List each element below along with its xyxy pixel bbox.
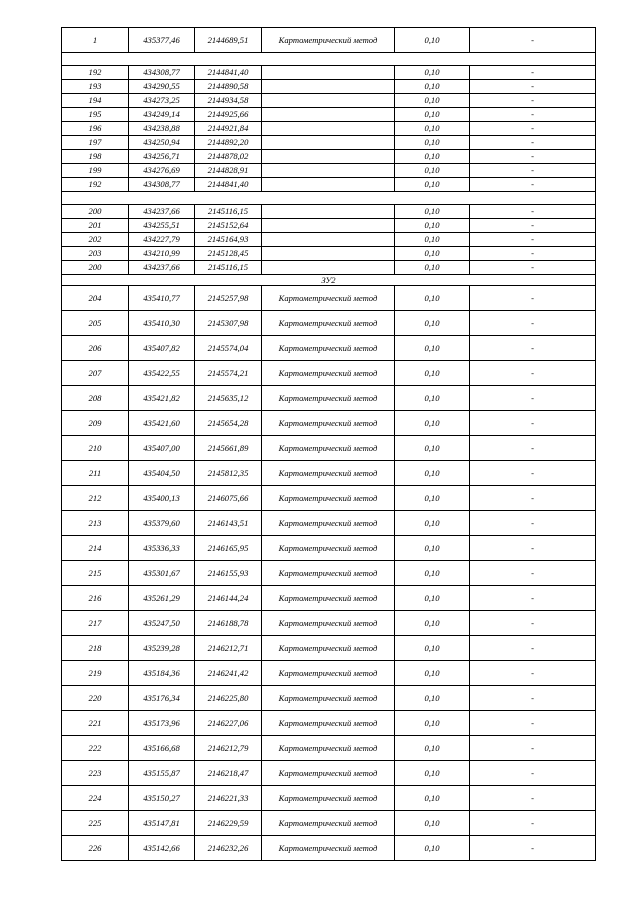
method-cell: Картометрический метод [262, 711, 395, 736]
description-cell: - [470, 261, 596, 275]
accuracy-cell: 0,10 [395, 536, 470, 561]
accuracy-cell: 0,10 [395, 80, 470, 94]
x-coordinate-cell: 435336,33 [129, 536, 195, 561]
accuracy-cell: 0,10 [395, 811, 470, 836]
accuracy-cell: 0,10 [395, 486, 470, 511]
description-cell: - [470, 686, 596, 711]
table-row [62, 511, 596, 536]
y-coordinate-cell: 2146241,42 [195, 661, 262, 686]
method-cell: Картометрический метод [262, 786, 395, 811]
y-coordinate-cell: 2145574,21 [195, 361, 262, 386]
y-coordinate-cell: 2144921,84 [195, 122, 262, 136]
y-coordinate-cell: 2146188,78 [195, 611, 262, 636]
table-row [62, 436, 596, 461]
table-row [62, 261, 596, 275]
method-cell [262, 219, 395, 233]
y-coordinate-cell: 2144841,40 [195, 178, 262, 192]
table-row [62, 586, 596, 611]
point-number-cell: 209 [62, 411, 129, 436]
method-cell: Картометрический метод [262, 636, 395, 661]
accuracy-cell: 0,10 [395, 136, 470, 150]
accuracy-cell: 0,10 [395, 611, 470, 636]
method-cell [262, 261, 395, 275]
table-row [62, 561, 596, 586]
description-cell: - [470, 80, 596, 94]
y-coordinate-cell: 2145654,28 [195, 411, 262, 436]
x-coordinate-cell: 435421,60 [129, 411, 195, 436]
description-cell: - [470, 461, 596, 486]
coordinates-table-body [62, 28, 596, 861]
method-cell [262, 233, 395, 247]
accuracy-cell: 0,10 [395, 511, 470, 536]
separator-row [62, 53, 596, 66]
description-cell: - [470, 711, 596, 736]
point-number-cell: 196 [62, 122, 129, 136]
description-cell: - [470, 164, 596, 178]
x-coordinate-cell: 434237,66 [129, 205, 195, 219]
x-coordinate-cell: 435247,50 [129, 611, 195, 636]
x-coordinate-cell: 435400,13 [129, 486, 195, 511]
table-row [62, 80, 596, 94]
x-coordinate-cell: 434250,94 [129, 136, 195, 150]
description-cell: - [470, 150, 596, 164]
method-cell: Картометрический метод [262, 436, 395, 461]
method-cell [262, 66, 395, 80]
x-coordinate-cell: 435142,66 [129, 836, 195, 861]
accuracy-cell: 0,10 [395, 711, 470, 736]
x-coordinate-cell: 435150,27 [129, 786, 195, 811]
x-coordinate-cell: 435377,46 [129, 28, 195, 53]
point-number-cell: 204 [62, 286, 129, 311]
description-cell: - [470, 636, 596, 661]
x-coordinate-cell: 434227,79 [129, 233, 195, 247]
y-coordinate-cell: 2146232,26 [195, 836, 262, 861]
table-row [62, 178, 596, 192]
table-row [62, 736, 596, 761]
y-coordinate-cell: 2145128,45 [195, 247, 262, 261]
method-cell: Картометрический метод [262, 286, 395, 311]
method-cell: Картометрический метод [262, 361, 395, 386]
y-coordinate-cell: 2144828,91 [195, 164, 262, 178]
point-number-cell: 212 [62, 486, 129, 511]
x-coordinate-cell: 435166,68 [129, 736, 195, 761]
table-row [62, 122, 596, 136]
description-cell: - [470, 836, 596, 861]
accuracy-cell: 0,10 [395, 436, 470, 461]
description-cell: - [470, 811, 596, 836]
x-coordinate-cell: 434308,77 [129, 66, 195, 80]
section-title: ЗУ2 [62, 275, 596, 286]
table-row [62, 361, 596, 386]
method-cell: Картометрический метод [262, 811, 395, 836]
point-number-cell: 218 [62, 636, 129, 661]
table-row [62, 686, 596, 711]
accuracy-cell: 0,10 [395, 386, 470, 411]
y-coordinate-cell: 2145116,15 [195, 205, 262, 219]
description-cell: - [470, 247, 596, 261]
point-number-cell: 223 [62, 761, 129, 786]
point-number-cell: 224 [62, 786, 129, 811]
point-number-cell: 215 [62, 561, 129, 586]
y-coordinate-cell: 2144934,58 [195, 94, 262, 108]
table-row [62, 136, 596, 150]
description-cell: - [470, 536, 596, 561]
point-number-cell: 216 [62, 586, 129, 611]
description-cell: - [470, 786, 596, 811]
y-coordinate-cell: 2145116,15 [195, 261, 262, 275]
accuracy-cell: 0,10 [395, 361, 470, 386]
point-number-cell: 202 [62, 233, 129, 247]
x-coordinate-cell: 434210,99 [129, 247, 195, 261]
table-row [62, 150, 596, 164]
table-row [62, 711, 596, 736]
point-number-cell: 200 [62, 261, 129, 275]
method-cell [262, 247, 395, 261]
accuracy-cell: 0,10 [395, 561, 470, 586]
method-cell [262, 80, 395, 94]
x-coordinate-cell: 434273,25 [129, 94, 195, 108]
point-number-cell: 206 [62, 336, 129, 361]
accuracy-cell: 0,10 [395, 28, 470, 53]
method-cell [262, 122, 395, 136]
accuracy-cell: 0,10 [395, 233, 470, 247]
table-row [62, 311, 596, 336]
x-coordinate-cell: 434308,77 [129, 178, 195, 192]
accuracy-cell: 0,10 [395, 164, 470, 178]
accuracy-cell: 0,10 [395, 108, 470, 122]
point-number-cell: 198 [62, 150, 129, 164]
point-number-cell: 201 [62, 219, 129, 233]
table-row [62, 233, 596, 247]
x-coordinate-cell: 435147,81 [129, 811, 195, 836]
accuracy-cell: 0,10 [395, 219, 470, 233]
description-cell: - [470, 736, 596, 761]
table-row [62, 336, 596, 361]
point-number-cell: 197 [62, 136, 129, 150]
description-cell: - [470, 66, 596, 80]
point-number-cell: 192 [62, 66, 129, 80]
y-coordinate-cell: 2145574,04 [195, 336, 262, 361]
y-coordinate-cell: 2145152,64 [195, 219, 262, 233]
x-coordinate-cell: 435407,00 [129, 436, 195, 461]
method-cell: Картометрический метод [262, 411, 395, 436]
accuracy-cell: 0,10 [395, 586, 470, 611]
accuracy-cell: 0,10 [395, 336, 470, 361]
description-cell: - [470, 122, 596, 136]
method-cell [262, 178, 395, 192]
table-row [62, 811, 596, 836]
description-cell: - [470, 286, 596, 311]
method-cell: Картометрический метод [262, 336, 395, 361]
method-cell [262, 205, 395, 219]
method-cell [262, 136, 395, 150]
table-row [62, 94, 596, 108]
table-row [62, 108, 596, 122]
y-coordinate-cell: 2145307,98 [195, 311, 262, 336]
separator-row [62, 192, 596, 205]
description-cell: - [470, 761, 596, 786]
table-row [62, 205, 596, 219]
x-coordinate-cell: 435421,82 [129, 386, 195, 411]
x-coordinate-cell: 435155,87 [129, 761, 195, 786]
point-number-cell: 225 [62, 811, 129, 836]
accuracy-cell: 0,10 [395, 736, 470, 761]
x-coordinate-cell: 435301,67 [129, 561, 195, 586]
description-cell: - [470, 511, 596, 536]
description-cell: - [470, 311, 596, 336]
y-coordinate-cell: 2146221,33 [195, 786, 262, 811]
y-coordinate-cell: 2144890,58 [195, 80, 262, 94]
table-row [62, 611, 596, 636]
method-cell: Картометрический метод [262, 661, 395, 686]
separator-cell [62, 53, 596, 66]
point-number-cell: 192 [62, 178, 129, 192]
accuracy-cell: 0,10 [395, 836, 470, 861]
description-cell: - [470, 336, 596, 361]
table-row [62, 411, 596, 436]
method-cell: Картометрический метод [262, 761, 395, 786]
method-cell [262, 150, 395, 164]
table-row [62, 219, 596, 233]
table-row [62, 486, 596, 511]
y-coordinate-cell: 2145257,98 [195, 286, 262, 311]
x-coordinate-cell: 435410,30 [129, 311, 195, 336]
description-cell: - [470, 411, 596, 436]
description-cell: - [470, 436, 596, 461]
point-number-cell: 213 [62, 511, 129, 536]
point-number-cell: 195 [62, 108, 129, 122]
y-coordinate-cell: 2146227,06 [195, 711, 262, 736]
accuracy-cell: 0,10 [395, 786, 470, 811]
point-number-cell: 219 [62, 661, 129, 686]
description-cell: - [470, 205, 596, 219]
point-number-cell: 203 [62, 247, 129, 261]
description-cell: - [470, 94, 596, 108]
table-row [62, 786, 596, 811]
point-number-cell: 217 [62, 611, 129, 636]
y-coordinate-cell: 2145661,89 [195, 436, 262, 461]
y-coordinate-cell: 2144878,02 [195, 150, 262, 164]
point-number-cell: 1 [62, 28, 129, 53]
point-number-cell: 222 [62, 736, 129, 761]
x-coordinate-cell: 435261,29 [129, 586, 195, 611]
x-coordinate-cell: 434290,55 [129, 80, 195, 94]
description-cell: - [470, 219, 596, 233]
x-coordinate-cell: 435239,28 [129, 636, 195, 661]
method-cell [262, 94, 395, 108]
y-coordinate-cell: 2145812,35 [195, 461, 262, 486]
point-number-cell: 199 [62, 164, 129, 178]
table-row [62, 661, 596, 686]
point-number-cell: 211 [62, 461, 129, 486]
description-cell: - [470, 486, 596, 511]
y-coordinate-cell: 2145164,93 [195, 233, 262, 247]
table-row [62, 461, 596, 486]
accuracy-cell: 0,10 [395, 66, 470, 80]
accuracy-cell: 0,10 [395, 178, 470, 192]
accuracy-cell: 0,10 [395, 661, 470, 686]
point-number-cell: 200 [62, 205, 129, 219]
separator-cell [62, 192, 596, 205]
method-cell [262, 108, 395, 122]
method-cell: Картометрический метод [262, 511, 395, 536]
table-row [62, 761, 596, 786]
method-cell: Картометрический метод [262, 386, 395, 411]
y-coordinate-cell: 2146144,24 [195, 586, 262, 611]
y-coordinate-cell: 2146155,93 [195, 561, 262, 586]
method-cell: Картометрический метод [262, 536, 395, 561]
y-coordinate-cell: 2144841,40 [195, 66, 262, 80]
y-coordinate-cell: 2145635,12 [195, 386, 262, 411]
coordinates-table [61, 27, 596, 861]
y-coordinate-cell: 2146218,47 [195, 761, 262, 786]
x-coordinate-cell: 434237,66 [129, 261, 195, 275]
accuracy-cell: 0,10 [395, 94, 470, 108]
point-number-cell: 205 [62, 311, 129, 336]
accuracy-cell: 0,10 [395, 636, 470, 661]
accuracy-cell: 0,10 [395, 205, 470, 219]
x-coordinate-cell: 434276,69 [129, 164, 195, 178]
accuracy-cell: 0,10 [395, 247, 470, 261]
accuracy-cell: 0,10 [395, 686, 470, 711]
method-cell: Картометрический метод [262, 836, 395, 861]
method-cell: Картометрический метод [262, 486, 395, 511]
y-coordinate-cell: 2146075,66 [195, 486, 262, 511]
x-coordinate-cell: 434256,71 [129, 150, 195, 164]
y-coordinate-cell: 2146229,59 [195, 811, 262, 836]
x-coordinate-cell: 435184,36 [129, 661, 195, 686]
accuracy-cell: 0,10 [395, 761, 470, 786]
point-number-cell: 210 [62, 436, 129, 461]
method-cell: Картометрический метод [262, 736, 395, 761]
table-row [62, 386, 596, 411]
description-cell: - [470, 361, 596, 386]
x-coordinate-cell: 435404,50 [129, 461, 195, 486]
point-number-cell: 193 [62, 80, 129, 94]
accuracy-cell: 0,10 [395, 461, 470, 486]
description-cell: - [470, 561, 596, 586]
method-cell: Картометрический метод [262, 461, 395, 486]
point-number-cell: 221 [62, 711, 129, 736]
table-row [62, 286, 596, 311]
accuracy-cell: 0,10 [395, 411, 470, 436]
accuracy-cell: 0,10 [395, 261, 470, 275]
x-coordinate-cell: 435176,34 [129, 686, 195, 711]
table-row [62, 836, 596, 861]
y-coordinate-cell: 2146225,80 [195, 686, 262, 711]
table-row [62, 247, 596, 261]
table-row [62, 536, 596, 561]
description-cell: - [470, 108, 596, 122]
point-number-cell: 220 [62, 686, 129, 711]
accuracy-cell: 0,10 [395, 122, 470, 136]
description-cell: - [470, 233, 596, 247]
description-cell: - [470, 28, 596, 53]
y-coordinate-cell: 2144925,66 [195, 108, 262, 122]
table-row [62, 66, 596, 80]
description-cell: - [470, 661, 596, 686]
accuracy-cell: 0,10 [395, 150, 470, 164]
table-row [62, 28, 596, 53]
x-coordinate-cell: 435379,60 [129, 511, 195, 536]
y-coordinate-cell: 2146165,95 [195, 536, 262, 561]
method-cell: Картометрический метод [262, 311, 395, 336]
method-cell: Картометрический метод [262, 561, 395, 586]
table-row [62, 164, 596, 178]
point-number-cell: 207 [62, 361, 129, 386]
description-cell: - [470, 386, 596, 411]
y-coordinate-cell: 2144892,20 [195, 136, 262, 150]
section-header-row [62, 275, 596, 286]
x-coordinate-cell: 434238,88 [129, 122, 195, 136]
x-coordinate-cell: 435422,55 [129, 361, 195, 386]
x-coordinate-cell: 434255,51 [129, 219, 195, 233]
method-cell: Картометрический метод [262, 611, 395, 636]
accuracy-cell: 0,10 [395, 311, 470, 336]
description-cell: - [470, 178, 596, 192]
description-cell: - [470, 611, 596, 636]
x-coordinate-cell: 435410,77 [129, 286, 195, 311]
table-row [62, 636, 596, 661]
x-coordinate-cell: 434249,14 [129, 108, 195, 122]
method-cell: Картометрический метод [262, 686, 395, 711]
y-coordinate-cell: 2146212,71 [195, 636, 262, 661]
point-number-cell: 226 [62, 836, 129, 861]
y-coordinate-cell: 2146212,79 [195, 736, 262, 761]
y-coordinate-cell: 2144689,51 [195, 28, 262, 53]
point-number-cell: 194 [62, 94, 129, 108]
point-number-cell: 214 [62, 536, 129, 561]
description-cell: - [470, 136, 596, 150]
y-coordinate-cell: 2146143,51 [195, 511, 262, 536]
accuracy-cell: 0,10 [395, 286, 470, 311]
point-number-cell: 208 [62, 386, 129, 411]
method-cell: Картометрический метод [262, 586, 395, 611]
method-cell: Картометрический метод [262, 28, 395, 53]
description-cell: - [470, 586, 596, 611]
method-cell [262, 164, 395, 178]
x-coordinate-cell: 435173,96 [129, 711, 195, 736]
x-coordinate-cell: 435407,82 [129, 336, 195, 361]
